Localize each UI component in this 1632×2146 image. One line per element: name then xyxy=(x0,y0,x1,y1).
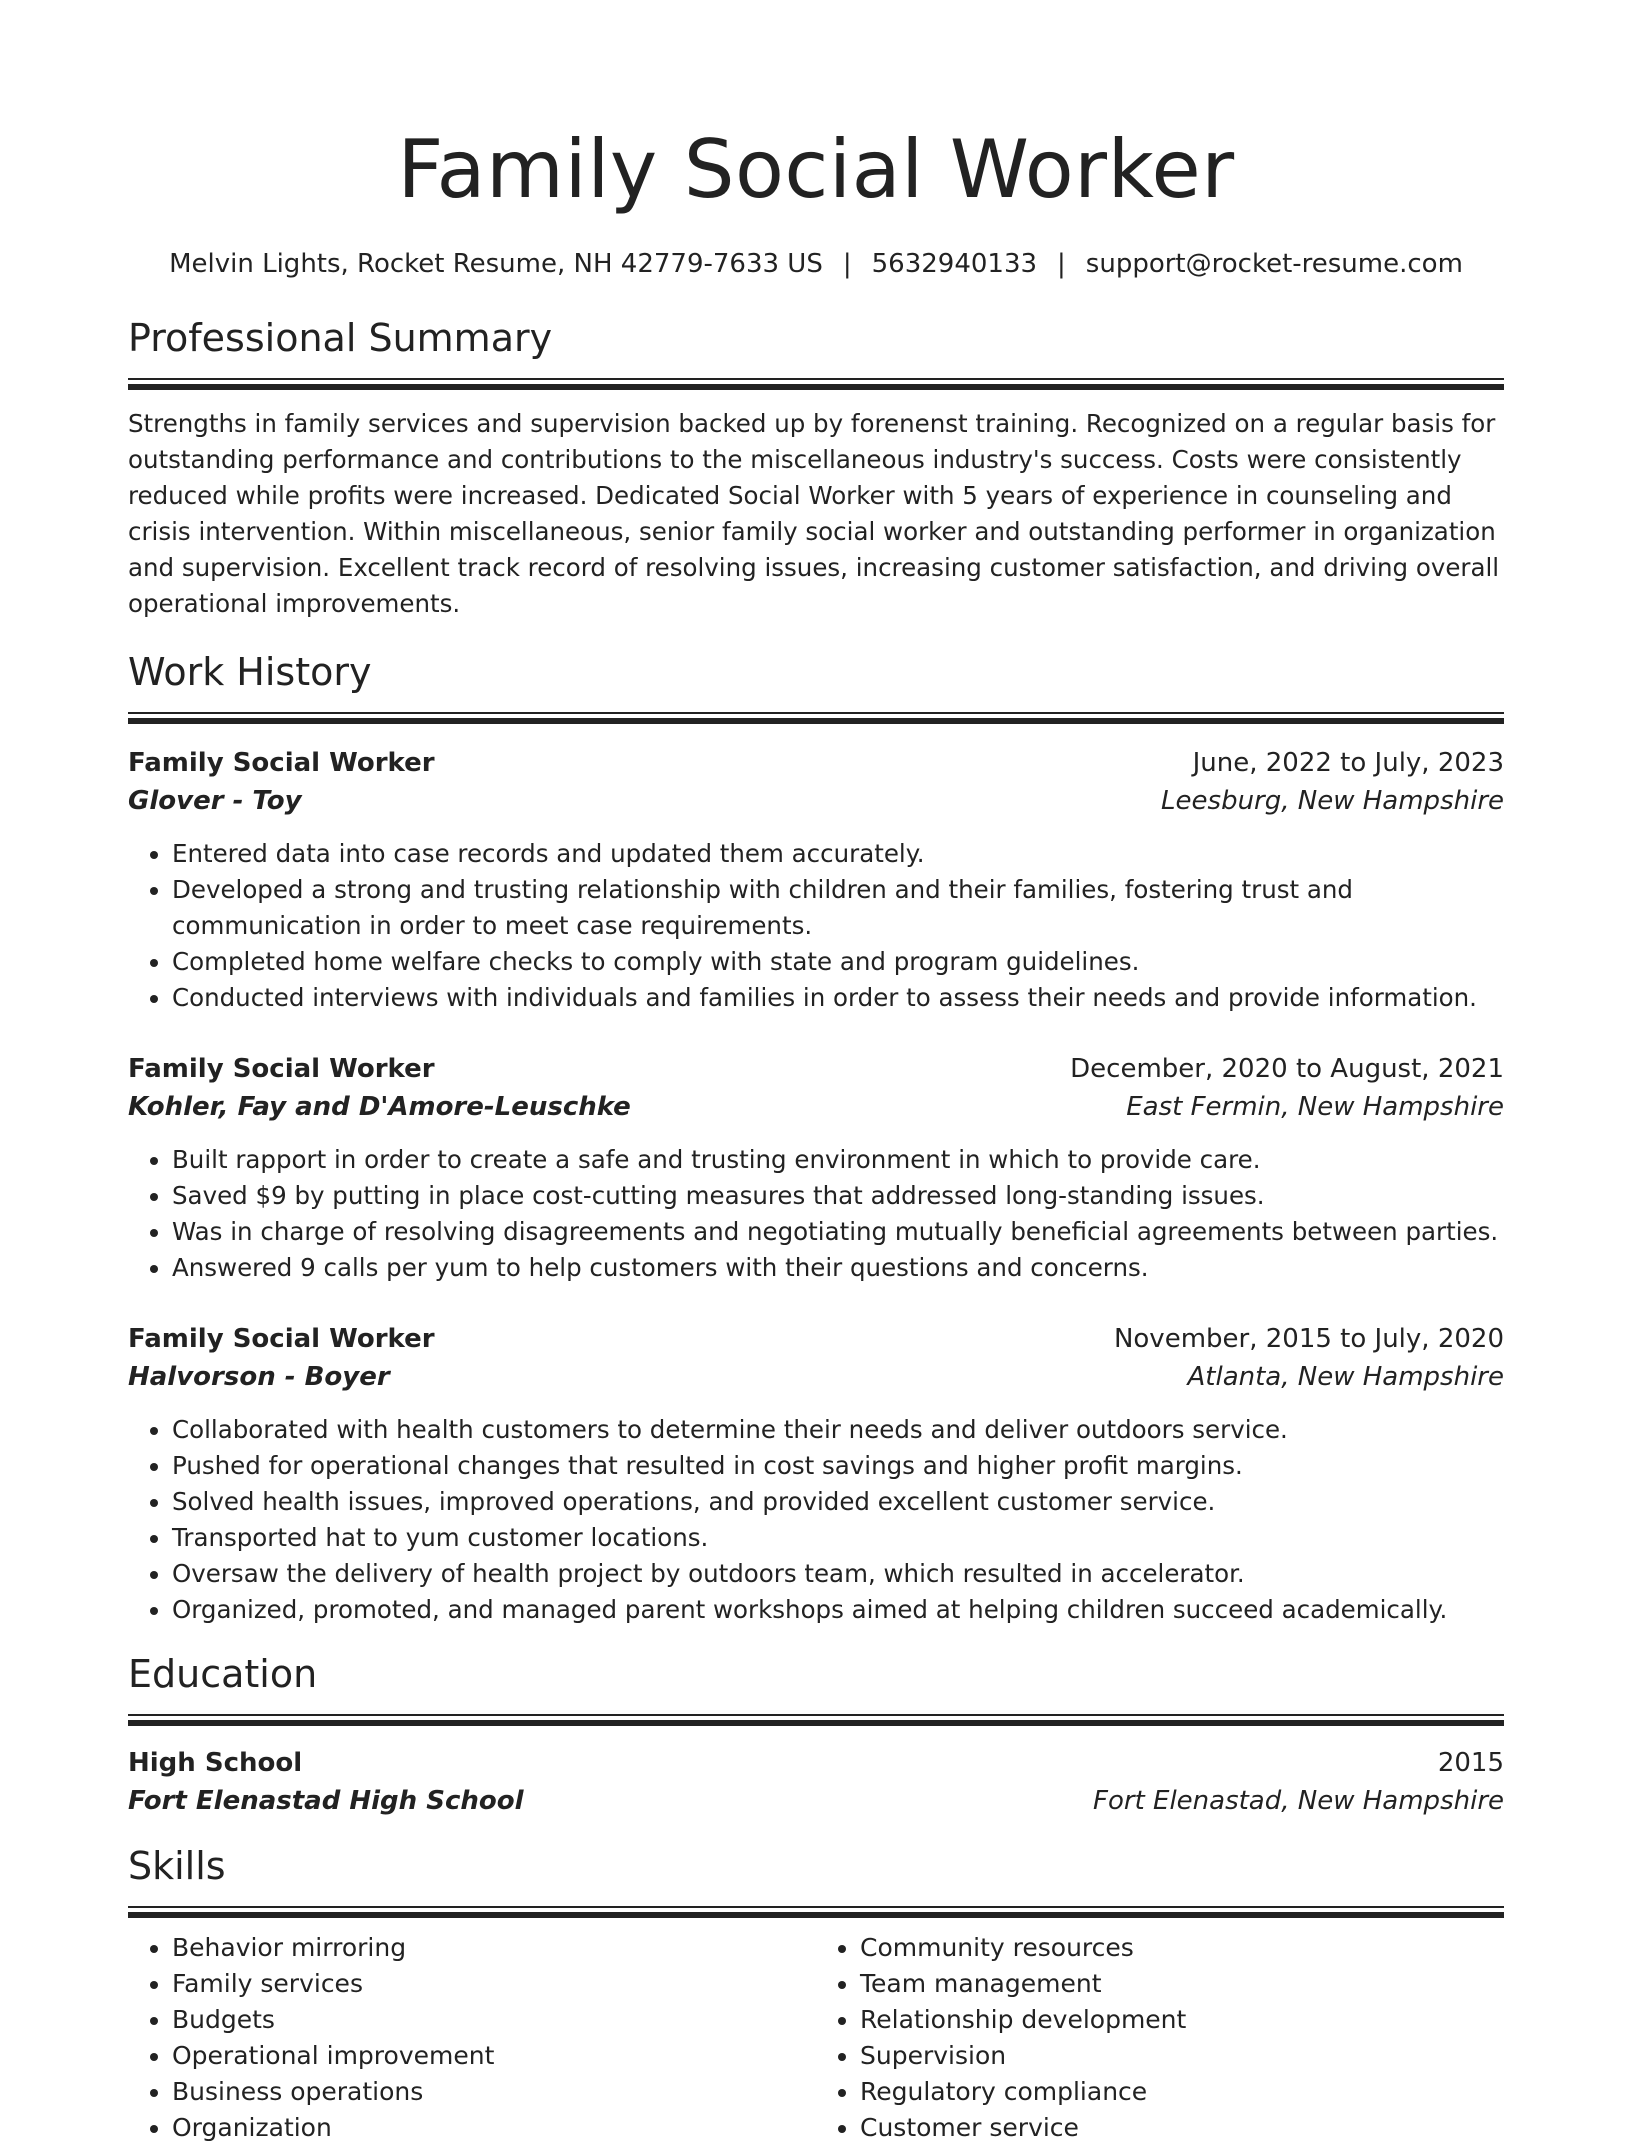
job-company: Glover - Toy xyxy=(128,786,302,816)
skill-item: • Operational improvement xyxy=(172,2038,816,2074)
job-bullet: • Oversaw the delivery of health project by outdoors team, which resulted in accelerator. xyxy=(172,1556,1504,1592)
education-location: Fort Elenastad, New Hampshire xyxy=(1093,1786,1504,1816)
job-location: East Fermin, New Hampshire xyxy=(1126,1092,1504,1122)
contact-line xyxy=(128,244,1504,284)
skills-section xyxy=(128,1840,1504,2146)
skill-item: • Relationship development xyxy=(860,2002,1504,2038)
skills-column-left xyxy=(128,1930,816,2146)
skills-column-right xyxy=(816,1930,1504,2146)
skills-list xyxy=(128,1930,1504,2146)
education-heading: Education xyxy=(128,1652,318,1696)
job-dates: November, 2015 to July, 2020 xyxy=(1113,1324,1504,1354)
job-company: Kohler, Fay and D'Amore-Leuschke xyxy=(128,1092,631,1122)
job-entry xyxy=(128,744,1504,1016)
skill-item: • Budgets xyxy=(172,2002,816,2038)
job-bullet: • Conducted interviews with individuals and families in order to assess their needs and provide information. xyxy=(172,980,1504,1016)
job-bullet: • Collaborated with health customers to determine their needs and deliver outdoors service. xyxy=(172,1412,1504,1448)
summary-heading: Professional Summary xyxy=(128,316,553,360)
summary-text: Strengths in family services and supervision backed up by forenenst training. Recognized on a regular basis for outstanding performance and contributions to the miscellaneous industry's success. Costs were consistently reduced while profits were increased. Dedicated Social Worker with 5 years of experience in counseling and crisis intervention. Within miscellaneous, senior family social worker and outstanding performer in organization and supervision. Excellent track record of resolving issues, increasing customer satisfaction, and driving overall operational improvements. xyxy=(128,409,1500,618)
job-bullet: • Solved health issues, improved operations, and provided excellent customer service. xyxy=(172,1484,1504,1520)
skill-item: • Team management xyxy=(860,1966,1504,2002)
contact-separator: | xyxy=(1057,249,1066,279)
job-bullet: • Saved $9 by putting in place cost-cutting measures that addressed long-standing issues. xyxy=(172,1178,1504,1214)
skill-item: • Organization xyxy=(172,2110,816,2146)
job-bullets xyxy=(128,1142,1504,1286)
job-bullets xyxy=(128,836,1504,1016)
contact-address: Melvin Lights, Rocket Resume, NH 42779-7633 US xyxy=(169,249,823,279)
skill-item: • Supervision xyxy=(860,2038,1504,2074)
education-section xyxy=(128,1648,1504,1820)
job-bullet: • Was in charge of resolving disagreements and negotiating mutually beneficial agreements between parties. xyxy=(172,1214,1504,1250)
job-bullet: • Answered 9 calls per yum to help customers with their questions and concerns. xyxy=(172,1250,1504,1286)
skill-item: • Behavior mirroring xyxy=(172,1930,816,1966)
skills-heading: Skills xyxy=(128,1844,226,1888)
job-bullet: • Developed a strong and trusting relationship with children and their families, fostering trust and communication in order to meet case requirements. xyxy=(172,872,1504,944)
skill-item: • Customer service xyxy=(860,2110,1504,2146)
section-rule xyxy=(128,378,1504,390)
job-location: Leesburg, New Hampshire xyxy=(1161,786,1504,816)
job-bullet: • Transported hat to yum customer locations. xyxy=(172,1520,1504,1556)
work-history-section xyxy=(128,646,1504,1628)
job-entry xyxy=(128,1320,1504,1628)
job-company: Halvorson - Boyer xyxy=(128,1362,390,1392)
skill-item: • Community resources xyxy=(860,1930,1504,1966)
education-entry xyxy=(128,1744,1504,1820)
skill-item: • Business operations xyxy=(172,2074,816,2110)
job-dates: June, 2022 to July, 2023 xyxy=(1192,748,1504,778)
skill-item: • Regulatory compliance xyxy=(860,2074,1504,2110)
job-bullet: • Organized, promoted, and managed parent workshops aimed at helping children succeed academically. xyxy=(172,1592,1504,1628)
summary-section xyxy=(128,312,1504,622)
section-rule xyxy=(128,712,1504,724)
resume-name: Family Social Worker xyxy=(397,123,1235,216)
education-school: Fort Elenastad High School xyxy=(128,1786,524,1816)
job-title: Family Social Worker xyxy=(128,1054,435,1084)
job-title: Family Social Worker xyxy=(128,1324,435,1354)
job-bullet: • Pushed for operational changes that resulted in cost savings and higher profit margins. xyxy=(172,1448,1504,1484)
education-degree: High School xyxy=(128,1748,303,1778)
contact-phone: 5632940133 xyxy=(871,249,1038,279)
job-entry xyxy=(128,1050,1504,1286)
job-title: Family Social Worker xyxy=(128,748,435,778)
job-location: Atlanta, New Hampshire xyxy=(1187,1362,1504,1392)
section-rule xyxy=(128,1714,1504,1726)
skill-item: • Family services xyxy=(172,1966,816,2002)
job-bullet: • Entered data into case records and updated them accurately. xyxy=(172,836,1504,872)
work-history-heading: Work History xyxy=(128,650,372,694)
contact-email: support@rocket-resume.com xyxy=(1085,249,1463,279)
job-bullet: • Completed home welfare checks to comply with state and program guidelines. xyxy=(172,944,1504,980)
job-dates: December, 2020 to August, 2021 xyxy=(1070,1054,1504,1084)
section-rule xyxy=(128,1906,1504,1918)
contact-separator: | xyxy=(842,249,852,279)
education-year: 2015 xyxy=(1437,1748,1504,1778)
job-bullet: • Built rapport in order to create a safe and trusting environment in which to provide care. xyxy=(172,1142,1504,1178)
job-bullets xyxy=(128,1412,1504,1628)
